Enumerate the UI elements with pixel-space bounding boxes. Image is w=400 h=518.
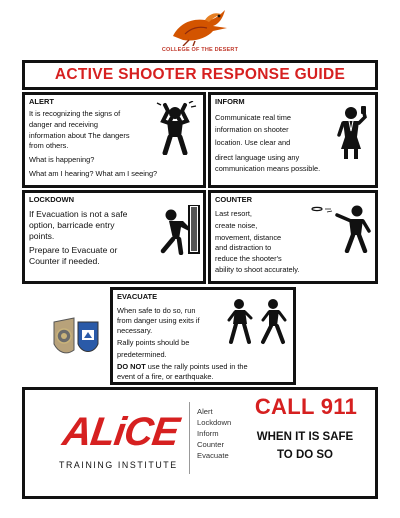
counter-line-1: Last resort, [215,209,252,218]
inform-phone-figure-icon [333,105,373,159]
inform-line-3: location. Use clear and [215,138,291,147]
page-title: ACTIVE SHOOTER RESPONSE GUIDE [54,66,346,83]
counter-panel [208,190,378,284]
badges [50,316,102,360]
inform-line-1: Communicate real time [215,113,291,122]
evacuate-line-3: necessary. [117,326,153,335]
evacuate-running-figures-icon [225,298,295,348]
alert-line-4: from others. [29,141,69,150]
lockdown-barricade-figure-icon [159,205,203,255]
divider [189,402,190,474]
roadrunner-logo-icon [165,6,235,46]
alice-logo [55,410,205,480]
inform-panel [208,92,378,188]
alice-wordmark: ALiCE [59,410,182,454]
counter-line-3: movement, distance [215,233,282,242]
safe-line-2: TO DO SO [276,449,334,461]
police-badge-icon [50,316,102,360]
alice-subtitle: TRAINING INSTITUTE [59,460,178,470]
call-911: CALL 911 [254,394,358,419]
alert-line-5: What is happening? [29,155,95,164]
evacuate-line-7: event of a fire, or earthquake. [117,372,214,381]
lockdown-panel [22,190,206,284]
evacuate-panel [110,287,296,385]
evacuate-line-2: from danger using exits if [117,316,200,325]
inform-line-4: direct language using any [215,153,300,162]
when-safe-text [235,428,375,464]
alice-step: Inform [197,429,219,438]
lockdown-line-4: Prepare to Evacuate or [29,245,118,255]
inform-heading: INFORM [215,97,245,106]
evacuate-line-6-rest: use the rally points used in the [145,362,248,371]
alice-step: Alert [197,407,213,416]
evacuate-line-6 [117,362,248,372]
alice-steps-list [197,406,231,461]
alice-step: Evacuate [197,451,229,460]
lockdown-line-2: option, barricade entry [29,220,115,230]
alert-line-3: information about The dangers [29,131,130,140]
lockdown-heading: LOCKDOWN [29,195,74,204]
alert-panel [22,92,206,188]
college-name: COLLEGE OF THE DESERT [161,47,239,53]
inform-line-2: information on shooter [215,125,289,134]
footer-panel [22,387,378,499]
evacuate-do-not: DO NOT [117,362,146,371]
safe-line-1: WHEN IT IS SAFE [256,431,354,443]
alert-line-2: danger and receiving [29,120,99,129]
alice-step: Counter [197,440,225,449]
alert-figure-icon [155,101,199,155]
college-logo [148,6,252,56]
counter-throw-figure-icon [307,203,375,253]
alice-step: Lockdown [197,418,232,427]
counter-heading: COUNTER [215,195,253,204]
counter-line-2: create noise, [215,221,258,230]
counter-line-5: reduce the shooter's [215,254,282,263]
lockdown-line-3: points. [29,231,55,241]
title-box [22,60,378,90]
counter-line-4: and distraction to [215,243,272,252]
alert-heading: ALERT [29,97,54,106]
evacuate-line-5: predetermined. [117,350,167,359]
lockdown-line-5: Counter if needed. [29,256,100,266]
evacuate-line-1: When safe to do so, run [117,306,196,315]
evacuate-heading: EVACUATE [117,292,158,301]
inform-line-5: communication means possible. [215,164,321,173]
alert-line-1: It is recognizing the signs of [29,109,121,118]
counter-line-6: ability to shoot accurately. [215,265,300,274]
evacuate-line-4: Rally points should be [117,338,190,347]
lockdown-line-1: If Evacuation is not a safe [29,209,128,219]
alert-line-6: What am I hearing? What am I seeing? [29,169,158,178]
